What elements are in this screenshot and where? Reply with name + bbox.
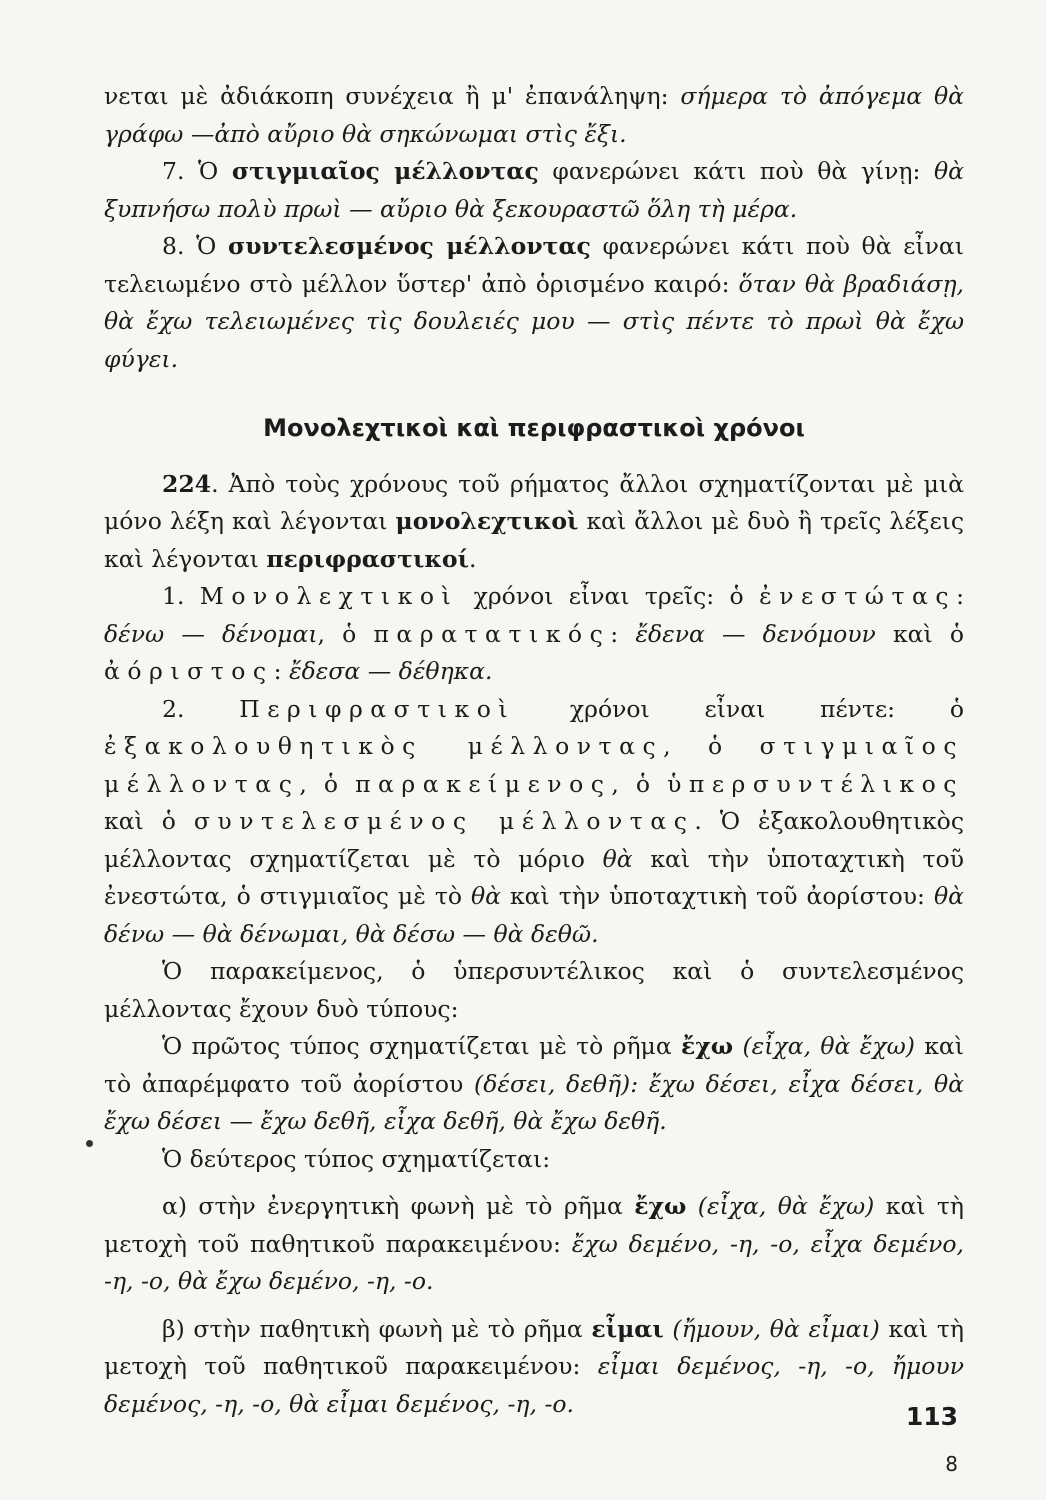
example-text: θὰ	[470, 882, 501, 910]
text: φανερώνει κάτι ποὺ θὰ εἶναι τελειωμένο στὸ μέλλον ὕστερ' ἀπὸ ὁρισμένο καιρό:	[104, 232, 964, 298]
text: :	[956, 582, 964, 610]
page-body	[104, 78, 964, 1423]
text: χρόνοι εἶναι τρεῖς: ὁ	[458, 582, 760, 610]
text: , ὁ	[663, 732, 760, 760]
signature-mark: 8	[945, 1452, 958, 1476]
text: :	[273, 657, 289, 685]
example-text: ἔδενα — δενόμουν	[635, 619, 876, 648]
spaced-term: παρατατικός	[373, 619, 611, 648]
paragraph-perfect-future	[104, 228, 964, 378]
text: , ὁ	[611, 769, 668, 798]
text: καὶ τὴ μετοχὴ τοῦ παθητικοῦ παρακειμένου:	[104, 1314, 964, 1380]
text: 2.	[162, 694, 240, 723]
example-text: (εἶχα, θὰ ἔχω)	[733, 1032, 915, 1060]
text: χρόνοι εἶναι πέντε: ὁ	[515, 694, 964, 723]
spaced-term: ὑπερσυντέλικος	[667, 769, 964, 798]
spaced-term: Περιφραστικοὶ	[239, 694, 516, 723]
text: :	[610, 619, 636, 648]
spaced-term: Μονολεχτικοὶ	[199, 582, 459, 610]
text: , ὁ	[317, 619, 374, 648]
text: β) στὴν παθητικὴ φωνὴ μὲ τὸ ρῆμα	[162, 1314, 592, 1343]
text: καὶ τὴν ὑποταχτικὴ τοῦ ἐνεστώτα, ὁ στιγμιαῖος μὲ τὸ	[104, 844, 964, 910]
text: καὶ τὴν ὑποταχτικὴ τοῦ ἀορίστου:	[501, 882, 934, 910]
text: νεται μὲ ἀδιάκοπη συνέχεια ἢ μ' ἐπανάληψη:	[104, 82, 681, 110]
spaced-term: συντελεσμένος μέλλοντας	[193, 807, 695, 835]
term-bold: μονολεχτικοὶ	[395, 507, 579, 535]
example-text: θὰ ξυπνήσω πολὺ πρωὶ — αὔριο θὰ ξεκουραστῶ ὅλη τὴ μέρα.	[104, 157, 965, 223]
spaced-term: ἐξακολουθητικὸς μέλλοντας	[104, 732, 664, 760]
section-number: 224	[162, 469, 212, 498]
text: φανερώνει κάτι ποὺ θὰ γίνῃ:	[538, 157, 934, 185]
example-text: δένω — δένομαι	[104, 619, 318, 648]
spaced-term: παρακείμενος	[355, 769, 612, 798]
text: 8. Ὁ	[162, 232, 228, 260]
paragraph-two-types: Ὁ παρακείμενος, ὁ ὑπερσυντέλικος καὶ ὁ συντελεσμένος μέλλοντας ἔχουν δυὸ τύπους:	[104, 957, 964, 1023]
spaced-term: ἀόριστος	[104, 657, 274, 685]
paragraph-second-type: Ὁ δεύτερος τύπος σχηματίζεται:	[162, 1144, 551, 1173]
text: καὶ ἄλλοι μὲ δυὸ ἢ τρεῖς λέξεις καὶ λέγονται	[104, 507, 964, 573]
paragraph-periphrastic-tenses	[104, 691, 964, 954]
term-bold: συντελεσμένος μέλλοντας	[227, 232, 591, 260]
paragraph-instant-future	[104, 153, 964, 228]
paragraph-active-voice	[104, 1188, 964, 1301]
paragraph-single-word-tenses	[104, 578, 964, 691]
paragraph-224	[104, 466, 964, 579]
text: . Ἀπὸ τοὺς χρόνους τοῦ ρήματος ἄλλοι σχηματίζονται μὲ μιὰ μόνο λέξη καὶ λέγονται	[104, 469, 964, 535]
example-text: θὰ δένω — θὰ δένωμαι, θὰ δέσω — θὰ δεθῶ.	[104, 882, 964, 948]
example-text: ὅταν θὰ βραδιάσῃ, θὰ ἔχω τελειωμένες τὶς δουλειές μου — στὶς πέντε τὸ πρωὶ θὰ ἔχω φύγει.	[104, 269, 964, 373]
text: καὶ τὴ μετοχὴ τοῦ παθητικοῦ παρακειμένου:	[104, 1192, 965, 1258]
spaced-term: στιγμιαῖος μέλλοντας	[104, 732, 965, 798]
example-text: (δέσει, δεθῆ): ἔχω δέσει, εἶχα δέσει, θὰ ἔχω δέσει — ἔχω δεθῆ, εἶχα δεθῆ, θὰ ἔχω δεθῆ.	[104, 1069, 965, 1135]
example-text: ἔδεσα — δέθηκα.	[288, 657, 493, 685]
term-bold: εἶμαι	[591, 1314, 664, 1343]
page-number: 113	[905, 1402, 958, 1431]
term-bold: ἔχω	[681, 1032, 734, 1060]
text: Ὁ πρῶτος τύπος σχηματίζεται μὲ τὸ ρῆμα	[162, 1032, 682, 1060]
text: α) στὴν ἐνεργητικὴ φωνὴ μὲ τὸ ρῆμα	[162, 1192, 635, 1220]
spaced-term: ἐνεστώτας	[759, 582, 957, 610]
paragraph-passive-voice	[104, 1311, 964, 1424]
text: 7. Ὁ	[162, 157, 232, 185]
text: καὶ ὁ	[875, 619, 965, 648]
paragraph-1	[104, 78, 964, 153]
term-bold: στιγμιαῖος μέλλοντας	[231, 157, 539, 185]
example-text: (εἶχα, θὰ ἔχω)	[686, 1192, 875, 1220]
term-bold: περιφραστικοί	[266, 544, 469, 573]
text: , ὁ	[299, 769, 356, 798]
term-bold: ἔχω	[634, 1192, 687, 1220]
example-text: σήμερα τὸ ἀπόγεμα θὰ γράφω —ἀπὸ αὔριο θὰ σηκώνωμαι στὶς ἔξι.	[104, 82, 964, 148]
paragraph-first-type	[104, 1028, 964, 1141]
section-heading: Μονολεχτικοὶ καὶ περιφραστικοὶ χρόνοι	[263, 414, 805, 442]
example-text: ἔχω δεμένο, -η, -ο, εἶχα δεμένο, -η, -ο, θὰ ἔχω δεμένο, -η, -ο.	[104, 1229, 964, 1295]
text: . Ὁ ἐξακολουθητικὸς μέλλοντας σχηματίζεται μὲ τὸ μόριο	[104, 807, 964, 873]
example-text: (ἤμουν, θὰ εἶμαι)	[663, 1314, 880, 1343]
text: 1.	[162, 582, 200, 610]
text: καὶ τὸ ἀπαρέμφατο τοῦ ἀορίστου	[104, 1032, 965, 1098]
text: καὶ ὁ	[104, 807, 194, 835]
print-dot	[86, 1140, 93, 1147]
example-text: εἶμαι δεμένος, -η, -ο, ἤμουν δεμένος, -η, -ο, θὰ εἶμαι δεμένος, -η, -ο.	[104, 1352, 964, 1418]
example-text: θὰ	[602, 844, 633, 873]
text: .	[468, 544, 477, 573]
